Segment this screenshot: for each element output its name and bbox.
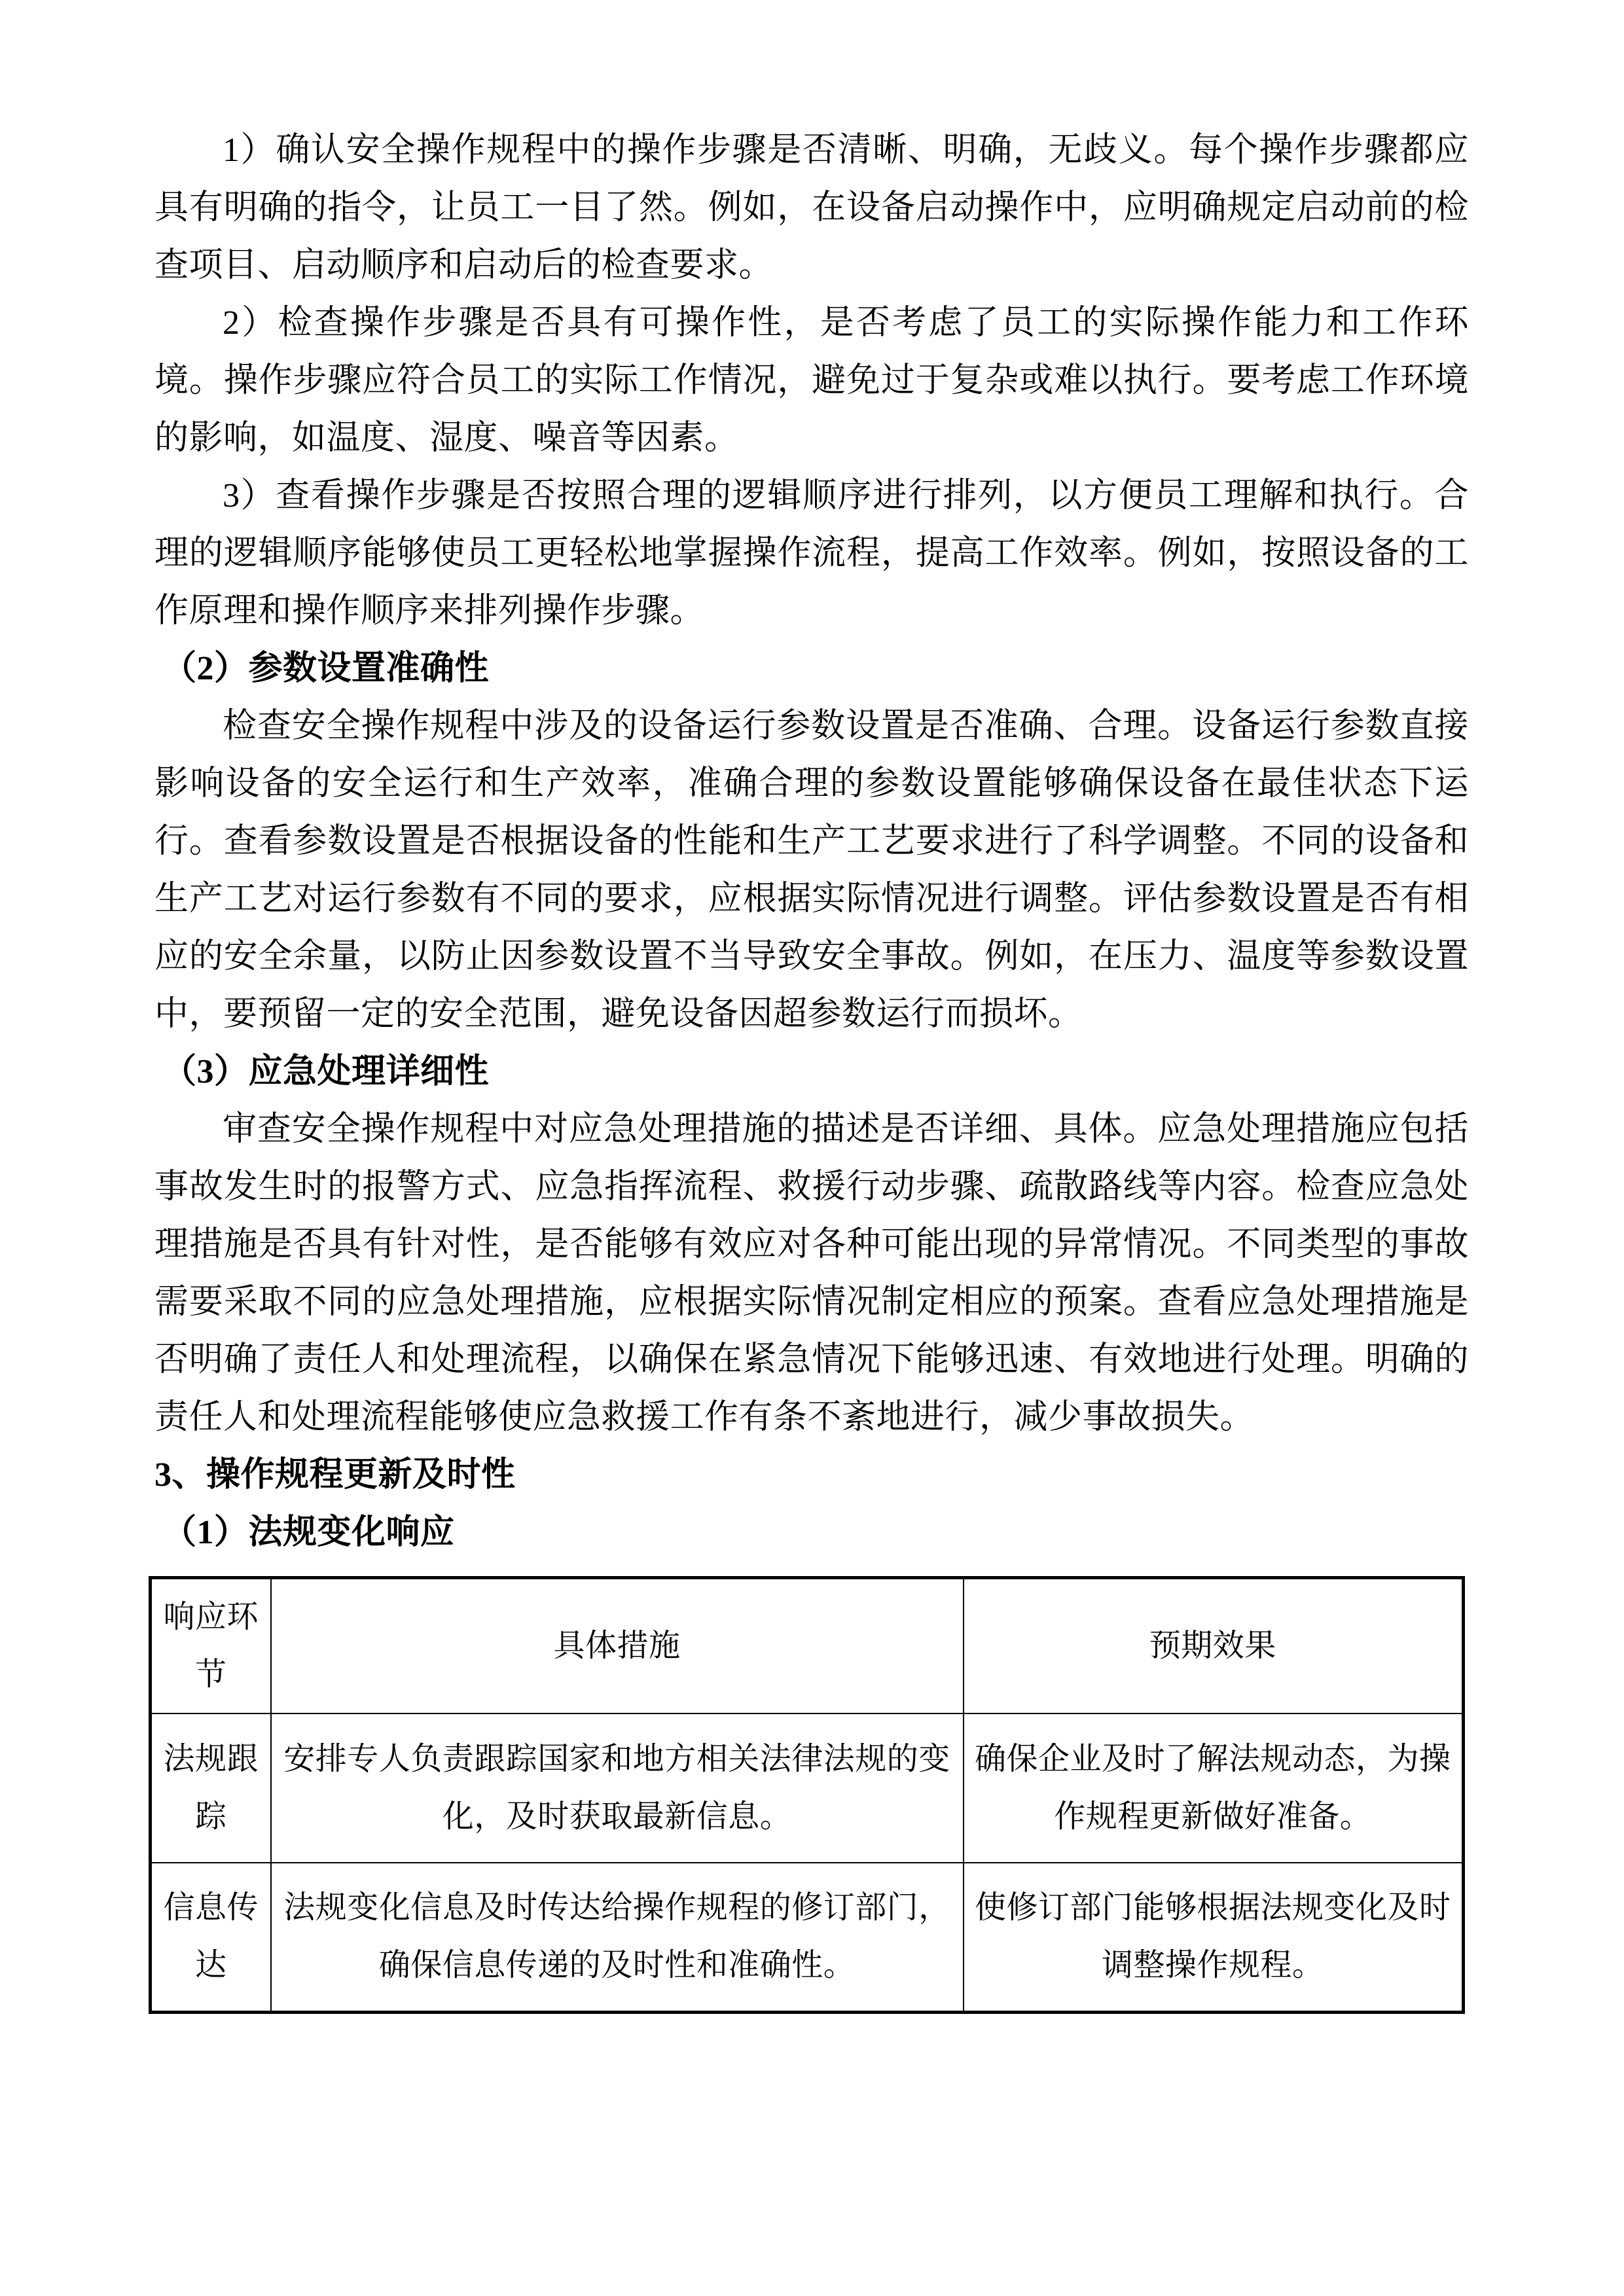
table-row [151,1863,1464,2012]
table-header-stage: 响应环节 [151,1578,271,1714]
paragraph-item-3: 3）查看操作步骤是否按照合理的逻辑顺序进行排列，以方便员工理解和执行。合理的逻辑顺序能够使员工更轻松地掌握操作流程，提高工作效率。例如，按照设备的工作原理和操作顺序来排列操作步骤。 [154,477,1469,630]
document-content [154,122,1469,2014]
paragraph-item-1: 1）确认安全操作规程中的操作步骤是否清晰、明确，无歧义。每个操作步骤都应具有明确的指令，让员工一目了然。例如，在设备启动操作中，应明确规定启动前的检查项目、启动顺序和启动后的检查要求。 [154,132,1469,284]
table-header-measure: 具体措施 [271,1578,964,1714]
table-header-row [151,1578,1464,1714]
table-cell-effect: 使修订部门能够根据法规变化及时调整操作规程。 [964,1863,1464,2012]
paragraph-item-2: 2）检查操作步骤是否具有可操作性，是否考虑了员工的实际操作能力和工作环境。操作步骤应符合员工的实际工作情况，避免过于复杂或难以执行。要考虑工作环境的影响，如温度、湿度、噪音等因素。 [154,304,1469,457]
table-cell-measure: 安排专人负责跟踪国家和地方相关法律法规的变化，及时获取最新信息。 [271,1713,964,1863]
table-header-effect: 预期效果 [964,1578,1464,1714]
regulation-response-table-wrapper [154,1576,1469,2014]
regulation-response-table [149,1576,1465,2014]
paragraph-parameter-accuracy-body: 检查安全操作规程中涉及的设备运行参数设置是否准确、合理。设备运行参数直接影响设备的安全运行和生产效率，准确合理的参数设置能够确保设备在最佳状态下运行。查看参数设置是否根据设备的性能和生产工艺要求进行了科学调整。不同的设备和生产工艺对运行参数有不同的要求，应根据实际情况进行调整。评估参数设置是否有相应的安全余量，以防止因参数设置不当导致安全事故。例如，在压力、温度等参数设置中，要预留一定的安全范围，避免设备因超参数运行而损坏。 [154,708,1469,1033]
table-cell-effect: 确保企业及时了解法规动态，为操作规程更新做好准备。 [964,1713,1464,1863]
heading-emergency-detail: （3）应急处理详细性 [162,1053,490,1090]
table-cell-stage: 法规跟踪 [151,1713,271,1863]
table-cell-stage: 信息传达 [151,1863,271,2012]
heading-regulation-response: （1）法规变化响应 [162,1514,455,1551]
heading-section-3: 3、操作规程更新及时性 [154,1456,516,1494]
table-cell-measure: 法规变化信息及时传达给操作规程的修订部门，确保信息传递的及时性和准确性。 [271,1863,964,2012]
table-row [151,1713,1464,1863]
heading-parameter-accuracy: （2）参数设置准确性 [162,650,490,687]
paragraph-emergency-detail-body: 审查安全操作规程中对应急处理措施的描述是否详细、具体。应急处理措施应包括事故发生时的报警方式、应急指挥流程、救援行动步骤、疏散路线等内容。检查应急处理措施是否具有针对性，是否能够有效应对各种可能出现的异常情况。不同类型的事故需要采取不同的应急处理措施，应根据实际情况制定相应的预案。查看应急处理措施是否明确了责任人和处理流程，以确保在紧急情况下能够迅速、有效地进行处理。明确的责任人和处理流程能够使应急救援工作有条不紊地进行，减少事故损失。 [154,1111,1469,1436]
